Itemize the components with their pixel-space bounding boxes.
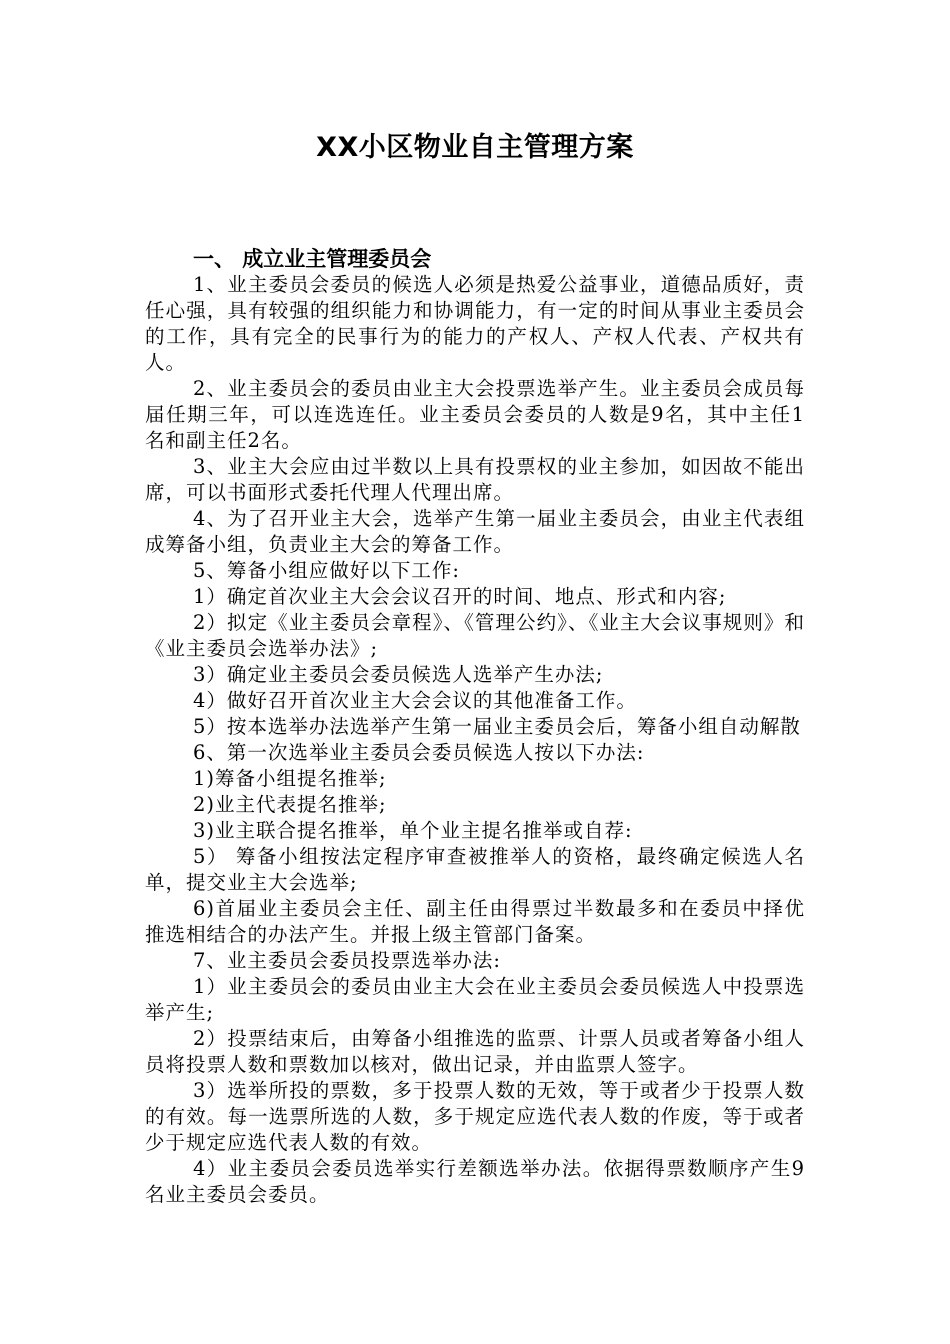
paragraph: 2、业主委员会的委员由业主大会投票选举产生。业主委员会成员每届任期三年，可以连选连任。业主委员会委员的人数是9名，其中主任1名和副主任2名。 <box>145 377 805 452</box>
list-item: 3）确定业主委员会委员候选人选举产生办法; <box>193 663 604 686</box>
list-item: 4）业主委员会委员选举实行差额选举办法。依据得票数顺序产生9名业主委员会委员。 <box>145 1157 805 1206</box>
list-item: 3)业主联合提名推举，单个业主提名推举或自荐: <box>193 819 633 842</box>
list-item: 3）选举所投的票数，多于投票人数的无效，等于或者少于投票人数的有效。每一选票所选的人数，多于规定应选代表人数的作废，等于或者少于规定应选代表人数的有效。 <box>145 1079 805 1154</box>
paragraph: 7、业主委员会委员投票选举办法: <box>193 949 501 972</box>
list-item: 2）投票结束后，由筹备小组推选的监票、计票人员或者筹备小组人员将投票人数和票数加以核对，做出记录，并由监票人签字。 <box>145 1027 805 1076</box>
list-item: 5）按本选举办法选举产生第一届业主委员会后，筹备小组自动解散 <box>193 715 801 738</box>
paragraph: 3、业主大会应由过半数以上具有投票权的业主参加，如因故不能出席，可以书面形式委托代理人代理出席。 <box>145 455 805 504</box>
paragraph: 5、筹备小组应做好以下工作: <box>193 559 460 582</box>
list-item: 6)首届业主委员会主任、副主任由得票过半数最多和在委员中择优推选相结合的办法产生。并报上级主管部门备案。 <box>145 897 805 946</box>
section-heading: 一、 成立业主管理委员会 <box>193 247 432 271</box>
list-item: 2)业主代表提名推举; <box>193 793 387 816</box>
paragraph: 1、业主委员会委员的候选人必须是热爱公益事业，道德品质好，责任心强，具有较强的组织能力和协调能力，有一定的时间从事业主委员会的工作，具有完全的民事行为的能力的产权人、产权人代表、产权共有人。 <box>145 273 805 374</box>
list-item: 1）确定首次业主大会会议召开的时间、地点、形式和内容; <box>193 585 727 608</box>
list-item: 1)筹备小组提名推举; <box>193 767 387 790</box>
list-item: 4）做好召开首次业主大会会议的其他准备工作。 <box>193 689 637 712</box>
document-body <box>145 246 805 1208</box>
list-item: 1）业主委员会的委员由业主大会在业主委员会委员候选人中投票选举产生; <box>145 975 805 1024</box>
list-item: 2）拟定《业主委员会章程》、《管理公约》、《业主大会议事规则》和《业主委员会选举办法》; <box>145 611 805 660</box>
paragraph: 4、为了召开业主大会，选举产生第一届业主委员会，由业主代表组成筹备小组，负责业主大会的筹备工作。 <box>145 507 805 556</box>
document-title: XX小区物业自主管理方案 <box>316 132 634 163</box>
list-item: 5） 筹备小组按法定程序审查被推举人的资格，最终确定候选人名单，提交业主大会选举; <box>145 845 805 894</box>
paragraph: 6、第一次选举业主委员会委员候选人按以下办法: <box>193 741 645 764</box>
